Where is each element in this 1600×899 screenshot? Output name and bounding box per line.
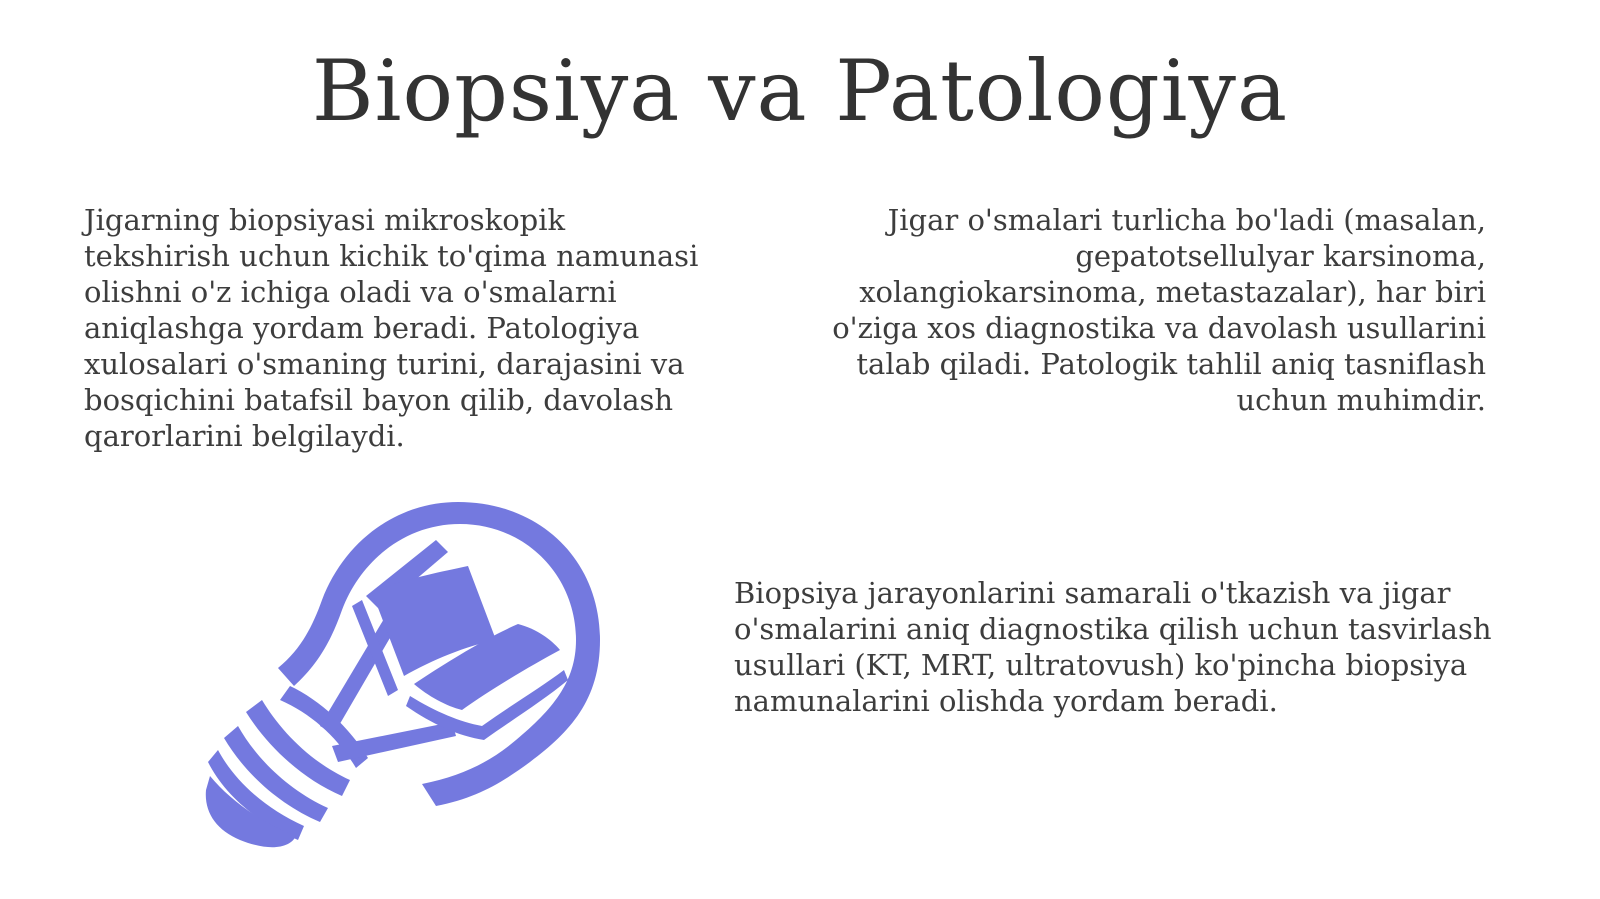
lightbulb-book-icon (200, 500, 630, 860)
paragraph-biopsy: Jigarning biopsiyasi mikroskopik tekshirish uchun kichik to'qima namunasi olishni o'z ichiga oladi va o'smalarni aniqlashga yordam beradi. Patologiya xulosalari o'smaning turini, darajasini va bosqichini batafsil bayon qilib, davolash qarorlarini belgilaydi. (84, 203, 699, 453)
paragraph-tumor-types: Jigar o'smalari turlicha bo'ladi (masalan, gepatotsellulyar karsinoma, xolangiokarsinoma, metastazalar), har biri o'ziga xos diagnostika va davolash usullarini talab qiladi. Patologik tahlil aniq tasniflash uchun muhimdir. (832, 203, 1486, 417)
paragraph-imaging: Biopsiya jarayonlarini samarali o'tkazish va jigar o'smalarini aniq diagnostika qilish uchun tasvirlash usullari (KT, MRT, ultratovush) ko'pincha biopsiya namunalarini olishda yordam beradi. (734, 576, 1492, 718)
slide-title: Biopsiya va Patologiya (311, 42, 1289, 140)
